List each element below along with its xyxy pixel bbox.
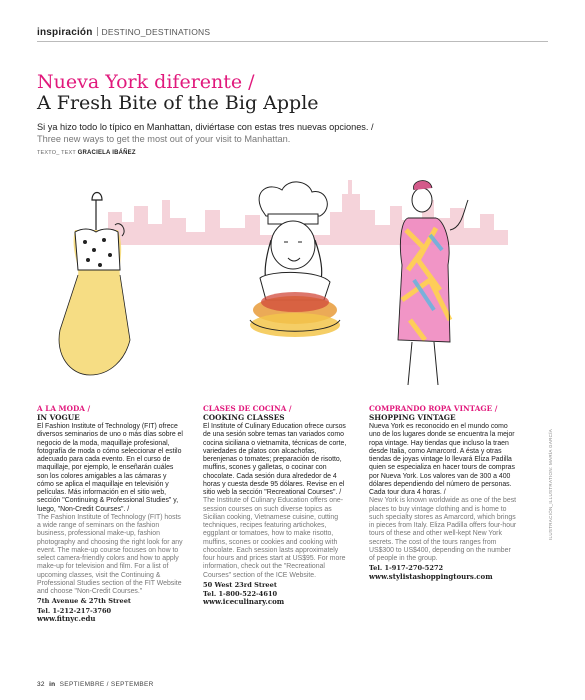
body-spanish: Nueva York es reconocido en el mundo como uno de los lugares donde se encuentra la mejor ropa vintage. Hay tiendas que incluso la traen desde Italia, como Amarcord. A ésta y otras tiendas de joyas vintage lo llevará Eliza Padilla quien se especializa en hacer tours de compras por Nueva York. Los valores van de 300 a 400 dólares dependiendo del número de personas. Cada tour dura 4 horas. / (369, 423, 515, 496)
website-link[interactable]: www.stylistashoppingtours.com (369, 571, 493, 581)
destination-label: DESTINO_DESTINATIONS (101, 27, 211, 37)
section-cooking-classes (203, 404, 351, 607)
heading-english: SHOPPING VINTAGE (369, 413, 456, 422)
website-link[interactable]: www.fitnyc.edu (37, 613, 96, 623)
magazine-logo: in (49, 681, 56, 688)
heading-english: IN VOGUE (37, 413, 80, 422)
body-english: The Fashion Institute of Technology (FIT) hosts a wide range of seminars on the fashion business, professional make-up, fashion photography and choosing the right look for any event. The make-up course focuses on how to select camera-friendly colors and how to apply make-up for television and film. For a list of upcoming classes, visit the Continuing & Professional Studies section of the FIT Website and choose "Non-Credit Courses." (37, 513, 183, 595)
intro-english: Three new ways to get the most out of your visit to Manhattan. (37, 134, 291, 144)
title-english: A Fresh Bite of the Big Apple (37, 92, 319, 114)
phone: Tel. 1-917-270-5272 (369, 564, 444, 573)
heading-spanish: COMPRANDO ROPA VINTAGE / (369, 404, 498, 413)
chef-illustration (250, 182, 340, 337)
body-spanish: El Fashion Institute of Technology (FIT) ofrece diversos seminarios de uno o más días sobre el negocio de la moda, maquillaje profesional, fotografía de moda o cómo seleccionar el estilo adecuado para cada evento. En el curso de maquillaje, por ejemplo, le enseñarán cuáles son los colores amigables a las cámaras y cómo se aplica el maquillaje en televisión y películas. Más información en el sitio web, sección "Continuing & Professional Studies" y, luego, "Non-Credit Courses". / (37, 423, 183, 513)
header-rule (37, 41, 548, 42)
section-shopping-vintage (369, 404, 517, 581)
credit-label: TEXTO_ TEXT (37, 150, 76, 156)
heading-spanish: A LA MODA / (37, 404, 91, 413)
intro-spanish: Si ya hizo todo lo típico en Manhattan, diviértase con estas tres nuevas opciones. / (37, 122, 374, 132)
header-separator (97, 27, 98, 36)
heading-english: COOKING CLASSES (203, 413, 285, 422)
address: 7th Avenue & 27th Street (37, 597, 131, 606)
body-english: New York is known worldwide as one of the best places to buy vintage clothing and is home to such specialty stores as Amarcord, which brings in pieces from Italy. Eliza Padilla offers four-hour tours of these and other well-kept New York secrets. The cost of the tours ranges from US$300 to US$400, depending on the number of people in the group. (369, 497, 517, 562)
issue-date: SEPTIEMBRE / SEPTEMBER (59, 681, 154, 688)
author-credit (37, 150, 136, 156)
phone: Tel. 1-800-522-4610 (203, 590, 278, 598)
title-spanish: Nueva York diferente / (37, 71, 255, 93)
page-footer (37, 681, 154, 688)
heading-spanish: CLASES DE COCINA / (203, 404, 292, 413)
address: 50 West 23rd Street (203, 580, 277, 589)
illustration-credit: ILUSTRACIÓN_ILLUSTRATION: MARÍA GARCÍA (548, 428, 553, 540)
website-link[interactable]: www.iceculinary.com (203, 597, 285, 607)
illustration (30, 170, 560, 395)
section-name: inspiración (37, 27, 93, 38)
credit-author: GRACIELA IBÁÑEZ (77, 150, 136, 156)
section-header (37, 27, 210, 38)
body-spanish: El Institute of Culinary Education ofrece cursos de una sesión sobre temas tan variados como cocina siciliana o vietnamita, técnicas de corte, variedades de platos con alcachofas, berenjenas o tomates; preparación de risotto, muffins, scones y galletas, o cocinar con chocolate. Cada sesión dura alrededor de 4 horas y cuesta desde 95 dólares. Revise en el sitio web la sección "Recreational Courses". / (203, 423, 347, 496)
section-in-vogue (37, 404, 185, 623)
phone: Tel. 1-212-217-3760 (37, 606, 112, 615)
body-english: The Institute of Culinary Education offers one-session courses on such diverse topics as Sicilian cooking, Vietnamese cuisine, cutting techniques, recipes featuring artichokes, eggplant or tomatoes, how to make risotto, muffins, scones or cookies and cooking with chocolate. Each session lasts approximately four hours and prices start at US$95. For more information, check out the "Recreational Courses" section of the ICE Website. (203, 497, 346, 579)
page-number: 32 (37, 681, 45, 688)
